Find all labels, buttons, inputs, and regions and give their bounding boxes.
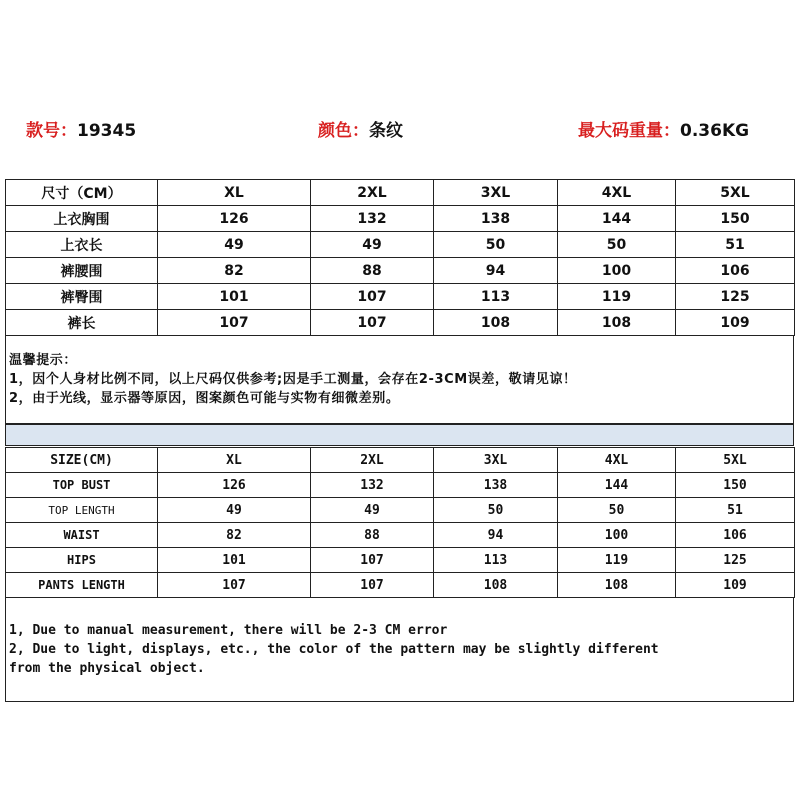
table-cell: 108 [434, 573, 558, 598]
section-divider-band [5, 424, 794, 446]
note-line: from the physical object. [9, 661, 205, 676]
table-cell: 107 [311, 548, 434, 573]
row-label: 裤长 [6, 310, 158, 336]
notes-english [5, 597, 794, 702]
table-cell: 94 [434, 523, 558, 548]
table-cell: 138 [434, 473, 558, 498]
table-cell: 150 [676, 206, 795, 232]
table-cell: 49 [158, 232, 311, 258]
table-cell: 108 [558, 310, 676, 336]
size-table-english [5, 447, 795, 598]
table-row [6, 206, 795, 232]
table-cell: 82 [158, 523, 311, 548]
notes-title: 温馨提示： [9, 353, 78, 368]
row-label: WAIST [6, 523, 158, 548]
note-line: 2, Due to light, displays, etc., the color of the pattern may be slightly different [9, 642, 659, 657]
table-cell: 88 [311, 523, 434, 548]
table-cell: 106 [676, 258, 795, 284]
table-cell: 125 [676, 548, 795, 573]
table-row [6, 232, 795, 258]
table-cell: 150 [676, 473, 795, 498]
table-cell: 50 [558, 232, 676, 258]
table-cell: 100 [558, 523, 676, 548]
table-row [6, 258, 795, 284]
table-cell: 132 [311, 206, 434, 232]
row-label: 上衣胸围 [6, 206, 158, 232]
table-cell: 119 [558, 548, 676, 573]
row-label: 上衣长 [6, 232, 158, 258]
header-cell: 3XL [434, 448, 558, 473]
table-cell: 107 [311, 310, 434, 336]
color-value: 条纹 [369, 121, 403, 141]
table-cell: 107 [158, 573, 311, 598]
header-cell: 尺寸（CM） [6, 180, 158, 206]
table-row [6, 284, 795, 310]
table-cell: 51 [676, 232, 795, 258]
table-cell: 106 [676, 523, 795, 548]
header-cell: 4XL [558, 180, 676, 206]
note-line: 1, Due to manual measurement, there will be 2-3 CM error [9, 623, 448, 638]
table-row [6, 310, 795, 336]
table-cell: 109 [676, 310, 795, 336]
table-cell: 144 [558, 473, 676, 498]
table-cell: 49 [311, 232, 434, 258]
table-row [6, 498, 795, 523]
table-cell: 49 [158, 498, 311, 523]
row-label: 裤腰围 [6, 258, 158, 284]
table-cell: 109 [676, 573, 795, 598]
table-cell: 113 [434, 284, 558, 310]
table-cell: 88 [311, 258, 434, 284]
header-cell: 5XL [676, 448, 795, 473]
table-cell: 101 [158, 548, 311, 573]
note-line: 1，因个人身材比例不同，以上尺码仅供参考;因是手工测量，会存在2-3CM误差，敬请见谅！ [9, 372, 577, 387]
table-cell: 94 [434, 258, 558, 284]
row-label: PANTS LENGTH [6, 573, 158, 598]
color-info [318, 116, 403, 141]
table-cell: 108 [434, 310, 558, 336]
table-cell: 50 [558, 498, 676, 523]
weight-label: 最大码重量： [578, 121, 680, 141]
table-cell: 125 [676, 284, 795, 310]
table-cell: 126 [158, 206, 311, 232]
table-row [6, 573, 795, 598]
model-number [26, 116, 136, 141]
table-cell: 101 [158, 284, 311, 310]
table-cell: 107 [311, 573, 434, 598]
max-weight-info [578, 116, 749, 141]
table-row [6, 473, 795, 498]
table-cell: 119 [558, 284, 676, 310]
product-header [0, 116, 800, 146]
table-row [6, 523, 795, 548]
note-line: 2，由于光线，显示器等原因，图案颜色可能与实物有细微差别。 [9, 391, 400, 406]
header-cell: SIZE(CM) [6, 448, 158, 473]
header-cell: 5XL [676, 180, 795, 206]
size-table-chinese [5, 179, 795, 336]
row-label: TOP BUST [6, 473, 158, 498]
header-cell: 4XL [558, 448, 676, 473]
table-cell: 50 [434, 498, 558, 523]
header-cell: 2XL [311, 448, 434, 473]
header-cell: XL [158, 180, 311, 206]
header-cell: 3XL [434, 180, 558, 206]
table-cell: 100 [558, 258, 676, 284]
table-cell: 138 [434, 206, 558, 232]
table-cell: 49 [311, 498, 434, 523]
table-cell: 144 [558, 206, 676, 232]
header-cell: 2XL [311, 180, 434, 206]
weight-value: 0.36KG [680, 121, 750, 141]
model-value: 19345 [77, 121, 137, 141]
table-cell: 126 [158, 473, 311, 498]
color-label: 颜色： [318, 121, 369, 141]
table-cell: 51 [676, 498, 795, 523]
notes-chinese [5, 335, 794, 424]
table-cell: 113 [434, 548, 558, 573]
table-row [6, 548, 795, 573]
row-label: HIPS [6, 548, 158, 573]
row-label: 裤臀围 [6, 284, 158, 310]
table-cell: 107 [158, 310, 311, 336]
table-cell: 108 [558, 573, 676, 598]
header-cell: XL [158, 448, 311, 473]
table-cell: 132 [311, 473, 434, 498]
table-cell: 82 [158, 258, 311, 284]
table-cell: 107 [311, 284, 434, 310]
model-label: 款号： [26, 121, 77, 141]
table-cell: 50 [434, 232, 558, 258]
table-header-row [6, 180, 795, 206]
row-label: TOP LENGTH [6, 498, 158, 523]
table-header-row [6, 448, 795, 473]
